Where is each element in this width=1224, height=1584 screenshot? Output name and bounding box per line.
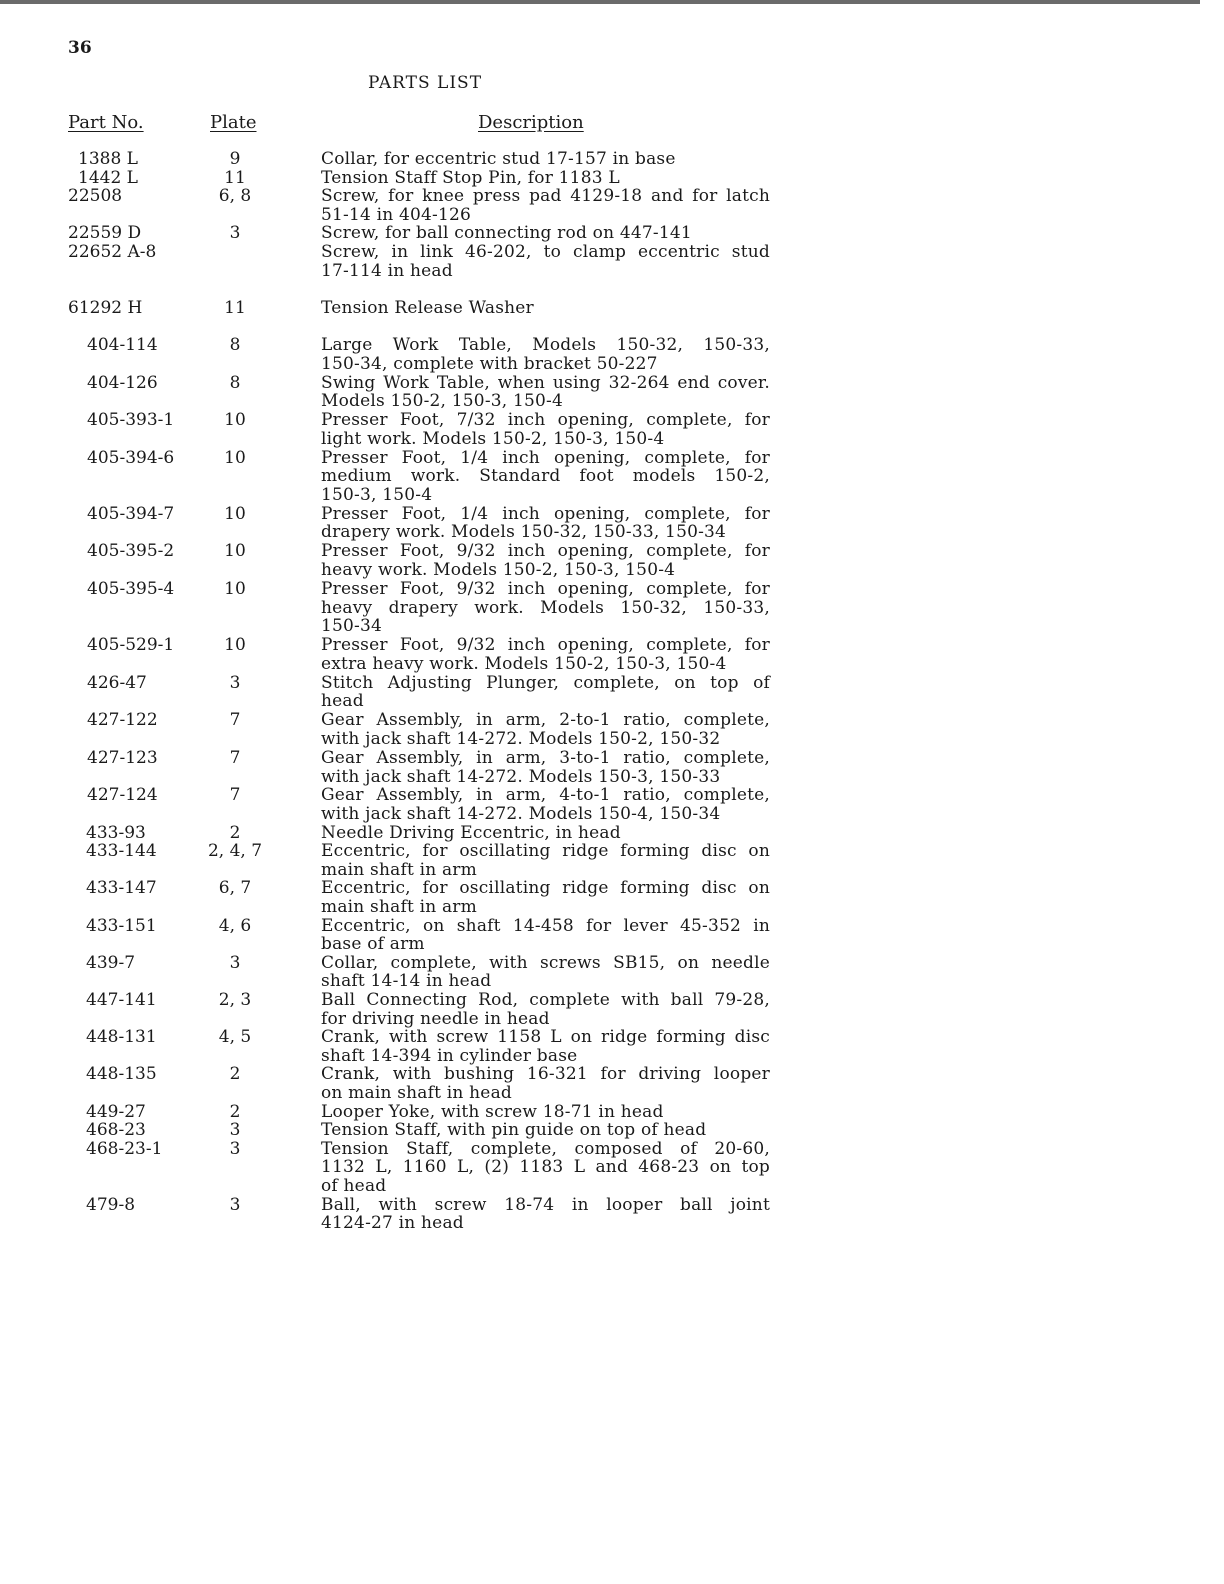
description-line: Swing Work Table, when using 32-264 end cover. [321, 372, 770, 393]
part-description [321, 1196, 770, 1233]
description-line: drapery work. Models 150-32, 150-33, 150-34 [321, 522, 727, 543]
table-row [0, 187, 1224, 224]
description-line: Presser Foot, 1/4 inch opening, complete, for [321, 447, 770, 468]
table-row [0, 224, 1224, 243]
description-line: medium work. Standard foot models 150-2, [321, 466, 770, 487]
part-description [321, 150, 770, 169]
description-line: extra heavy work. Models 150-2, 150-3, 150-4 [321, 653, 727, 674]
part-number: 468-23 [86, 1120, 146, 1141]
part-description [321, 1121, 770, 1140]
description-line: Tension Staff Stop Pin, for 1183 L [321, 167, 620, 188]
plate-number: 3 [229, 1138, 241, 1159]
table-row [0, 1028, 1224, 1065]
part-number: 22652 A-8 [68, 241, 157, 262]
table-row [0, 711, 1224, 748]
description-line: Ball Connecting Rod, complete with ball 79-28, [321, 990, 770, 1011]
table-row [0, 674, 1224, 711]
page-title: PARTS LIST [368, 73, 483, 93]
part-description [321, 169, 770, 188]
plate-number: 10 [224, 503, 246, 524]
plate-number: 2 [229, 822, 241, 843]
table-row [0, 1103, 1224, 1122]
part-number: 404-114 [87, 334, 158, 355]
description-line: Tension Release Washer [321, 297, 534, 318]
description-line: 150-3, 150-4 [321, 484, 433, 505]
column-header-plate: Plate [210, 112, 257, 133]
part-description [321, 336, 770, 373]
part-description [321, 411, 770, 448]
plate-number: 2 [229, 1064, 241, 1085]
part-number: 1388 L [78, 149, 138, 169]
part-description [321, 449, 770, 505]
description-line: for driving needle in head [321, 1008, 550, 1029]
table-row [0, 749, 1224, 786]
plate-number: 4, 6 [218, 915, 252, 936]
description-line: main shaft in arm [321, 897, 477, 918]
description-line: Crank, with screw 1158 L on ridge forming disc [321, 1027, 770, 1048]
part-number: 479-8 [86, 1194, 136, 1215]
table-row [0, 336, 1224, 373]
description-line: light work. Models 150-2, 150-3, 150-4 [321, 428, 665, 449]
description-line: with jack shaft 14-272. Models 150-3, 150-33 [321, 766, 721, 787]
plate-number: 11 [224, 297, 246, 318]
table-row [0, 505, 1224, 542]
description-line: Ball, with screw 18-74 in looper ball joint [321, 1194, 770, 1215]
part-description [321, 224, 770, 243]
description-line: Screw, for knee press pad 4129-18 and for latch [321, 186, 770, 207]
part-number: 61292 H [68, 297, 143, 318]
plate-number: 10 [224, 541, 246, 562]
description-line: Eccentric, on shaft 14-458 for lever 45-352 in [321, 915, 770, 936]
plate-number: 2, 3 [218, 990, 252, 1011]
table-row [0, 374, 1224, 411]
part-description [321, 1028, 770, 1065]
description-line: Stitch Adjusting Plunger, complete, on top of [321, 672, 770, 693]
part-description [321, 786, 770, 823]
plate-number: 3 [229, 1120, 241, 1141]
description-line: of head [321, 1175, 387, 1196]
description-line: Gear Assembly, in arm, 2-to-1 ratio, complete, [321, 710, 770, 731]
description-line: heavy work. Models 150-2, 150-3, 150-4 [321, 560, 676, 581]
part-number: 1442 L [78, 167, 138, 188]
description-line: Large Work Table, Models 150-32, 150-33, [321, 334, 770, 355]
description-line: shaft 14-394 in cylinder base [321, 1045, 578, 1066]
plate-number: 7 [229, 747, 241, 768]
description-line: heavy drapery work. Models 150-32, 150-33, [321, 597, 770, 618]
part-number: 405-393-1 [87, 410, 175, 431]
description-line: 150-34, complete with bracket 50-227 [321, 353, 658, 374]
part-description [321, 954, 770, 991]
table-row [0, 1121, 1224, 1140]
part-description [321, 636, 770, 673]
plate-number: 8 [229, 372, 241, 393]
table-row [0, 169, 1224, 188]
description-line: with jack shaft 14-272. Models 150-4, 150-34 [321, 804, 721, 825]
part-number: 405-395-2 [87, 541, 175, 562]
part-description [321, 243, 770, 280]
part-description [321, 542, 770, 579]
plate-number: 3 [229, 672, 241, 693]
table-row [0, 991, 1224, 1028]
table-row [0, 243, 1224, 280]
plate-number: 10 [224, 579, 246, 599]
description-line: main shaft in arm [321, 859, 477, 880]
plate-number: 10 [224, 410, 246, 431]
description-line: shaft 14-14 in head [321, 971, 492, 992]
part-description [321, 187, 770, 224]
table-row [0, 954, 1224, 991]
part-description [321, 299, 770, 318]
part-number: 405-394-6 [87, 447, 175, 468]
part-description [321, 505, 770, 542]
description-line: Presser Foot, 9/32 inch opening, complete, for [321, 579, 770, 599]
part-description [321, 711, 770, 748]
plate-number: 7 [229, 710, 241, 731]
description-line: Presser Foot, 7/32 inch opening, complete, for [321, 410, 770, 431]
table-row [0, 449, 1224, 505]
description-line: Screw, in link 46-202, to clamp eccentric stud [321, 241, 770, 262]
description-line: base of arm [321, 934, 425, 955]
description-line: Presser Foot, 9/32 inch opening, complete, for [321, 541, 770, 562]
table-row [0, 411, 1224, 448]
part-number: 433-144 [86, 841, 157, 862]
column-header-part-no: Part No. [68, 112, 144, 133]
part-number: 433-147 [86, 878, 157, 899]
description-line: Tension Staff, with pin guide on top of head [321, 1120, 707, 1141]
description-line: Tension Staff, complete, composed of 20-60, [321, 1138, 770, 1159]
description-line: head [321, 691, 364, 712]
part-description [321, 917, 770, 954]
description-line: Presser Foot, 9/32 inch opening, complete, for [321, 635, 770, 656]
description-line: Crank, with bushing 16-321 for driving looper [321, 1064, 770, 1085]
column-header-description: Description [478, 112, 584, 133]
part-number: 22508 [68, 186, 123, 207]
table-row [0, 842, 1224, 879]
table-row [0, 824, 1224, 843]
part-number: 405-394-7 [87, 503, 175, 524]
plate-number: 10 [224, 447, 246, 468]
description-line: 17-114 in head [321, 260, 453, 281]
plate-number: 6, 7 [218, 878, 252, 899]
part-number: 426-47 [87, 672, 147, 693]
part-number: 448-135 [86, 1064, 157, 1085]
plate-number: 6, 8 [218, 186, 252, 207]
part-number: 427-123 [87, 747, 158, 768]
table-row [0, 786, 1224, 823]
table-row [0, 299, 1224, 318]
plate-number: 2 [229, 1101, 241, 1122]
plate-number: 7 [229, 785, 241, 806]
part-number: 468-23-1 [86, 1138, 163, 1159]
description-line: Eccentric, for oscillating ridge forming disc on [321, 841, 770, 862]
description-line: on main shaft in head [321, 1082, 512, 1103]
part-description [321, 842, 770, 879]
plate-number: 2, 4, 7 [207, 841, 263, 862]
part-description [321, 580, 770, 636]
description-line: Screw, for ball connecting rod on 447-141 [321, 223, 692, 244]
description-line: 1132 L, 1160 L, (2) 1183 L and 468-23 on top [321, 1157, 770, 1178]
plate-number: 4, 5 [218, 1027, 252, 1048]
part-number: 405-395-4 [87, 579, 175, 599]
part-description [321, 879, 770, 916]
page-number: 36 [68, 38, 92, 58]
description-line: Collar, for eccentric stud 17-157 in base [321, 149, 676, 169]
table-row [0, 917, 1224, 954]
table-row [0, 879, 1224, 916]
table-row [0, 542, 1224, 579]
part-number: 427-124 [87, 785, 158, 806]
description-line: Looper Yoke, with screw 18-71 in head [321, 1101, 664, 1122]
part-number: 448-131 [86, 1027, 157, 1048]
description-line: 150-34 [321, 616, 383, 637]
description-line: Presser Foot, 1/4 inch opening, complete, for [321, 503, 770, 524]
plate-number: 3 [229, 952, 241, 973]
table-row [0, 1140, 1224, 1196]
part-number: 404-126 [87, 372, 158, 393]
plate-number: 3 [229, 1194, 241, 1215]
top-rule [0, 0, 1200, 4]
part-description [321, 1065, 770, 1102]
table-row [0, 150, 1224, 169]
plate-number: 9 [229, 149, 241, 169]
description-line: Collar, complete, with screws SB15, on needle [321, 952, 770, 973]
part-number: 427-122 [87, 710, 158, 731]
part-number: 449-27 [86, 1101, 146, 1122]
description-line: Models 150-2, 150-3, 150-4 [321, 391, 563, 412]
part-description [321, 674, 770, 711]
description-line: 51-14 in 404-126 [321, 204, 472, 225]
table-row [0, 580, 1224, 636]
part-number: 22559 D [68, 223, 142, 244]
part-number: 405-529-1 [87, 635, 175, 656]
plate-number: 11 [224, 167, 246, 188]
part-number: 439-7 [86, 952, 136, 973]
description-line: with jack shaft 14-272. Models 150-2, 150-32 [321, 728, 721, 749]
part-number: 433-93 [86, 822, 146, 843]
plate-number: 3 [229, 223, 241, 244]
table-row [0, 1065, 1224, 1102]
part-number: 433-151 [86, 915, 157, 936]
plate-number: 8 [229, 334, 241, 355]
part-description [321, 1140, 770, 1196]
part-description [321, 1103, 770, 1122]
description-line: Eccentric, for oscillating ridge forming disc on [321, 878, 770, 899]
description-line: Gear Assembly, in arm, 3-to-1 ratio, complete, [321, 747, 770, 768]
part-number: 447-141 [86, 990, 157, 1011]
parts-table [0, 150, 1224, 1233]
description-line: Gear Assembly, in arm, 4-to-1 ratio, complete, [321, 785, 770, 806]
part-description [321, 749, 770, 786]
part-description [321, 991, 770, 1028]
plate-number: 10 [224, 635, 246, 656]
description-line: 4124-27 in head [321, 1213, 464, 1234]
table-row [0, 1196, 1224, 1233]
part-description [321, 374, 770, 411]
table-row [0, 636, 1224, 673]
part-description [321, 824, 770, 843]
description-line: Needle Driving Eccentric, in head [321, 822, 621, 843]
